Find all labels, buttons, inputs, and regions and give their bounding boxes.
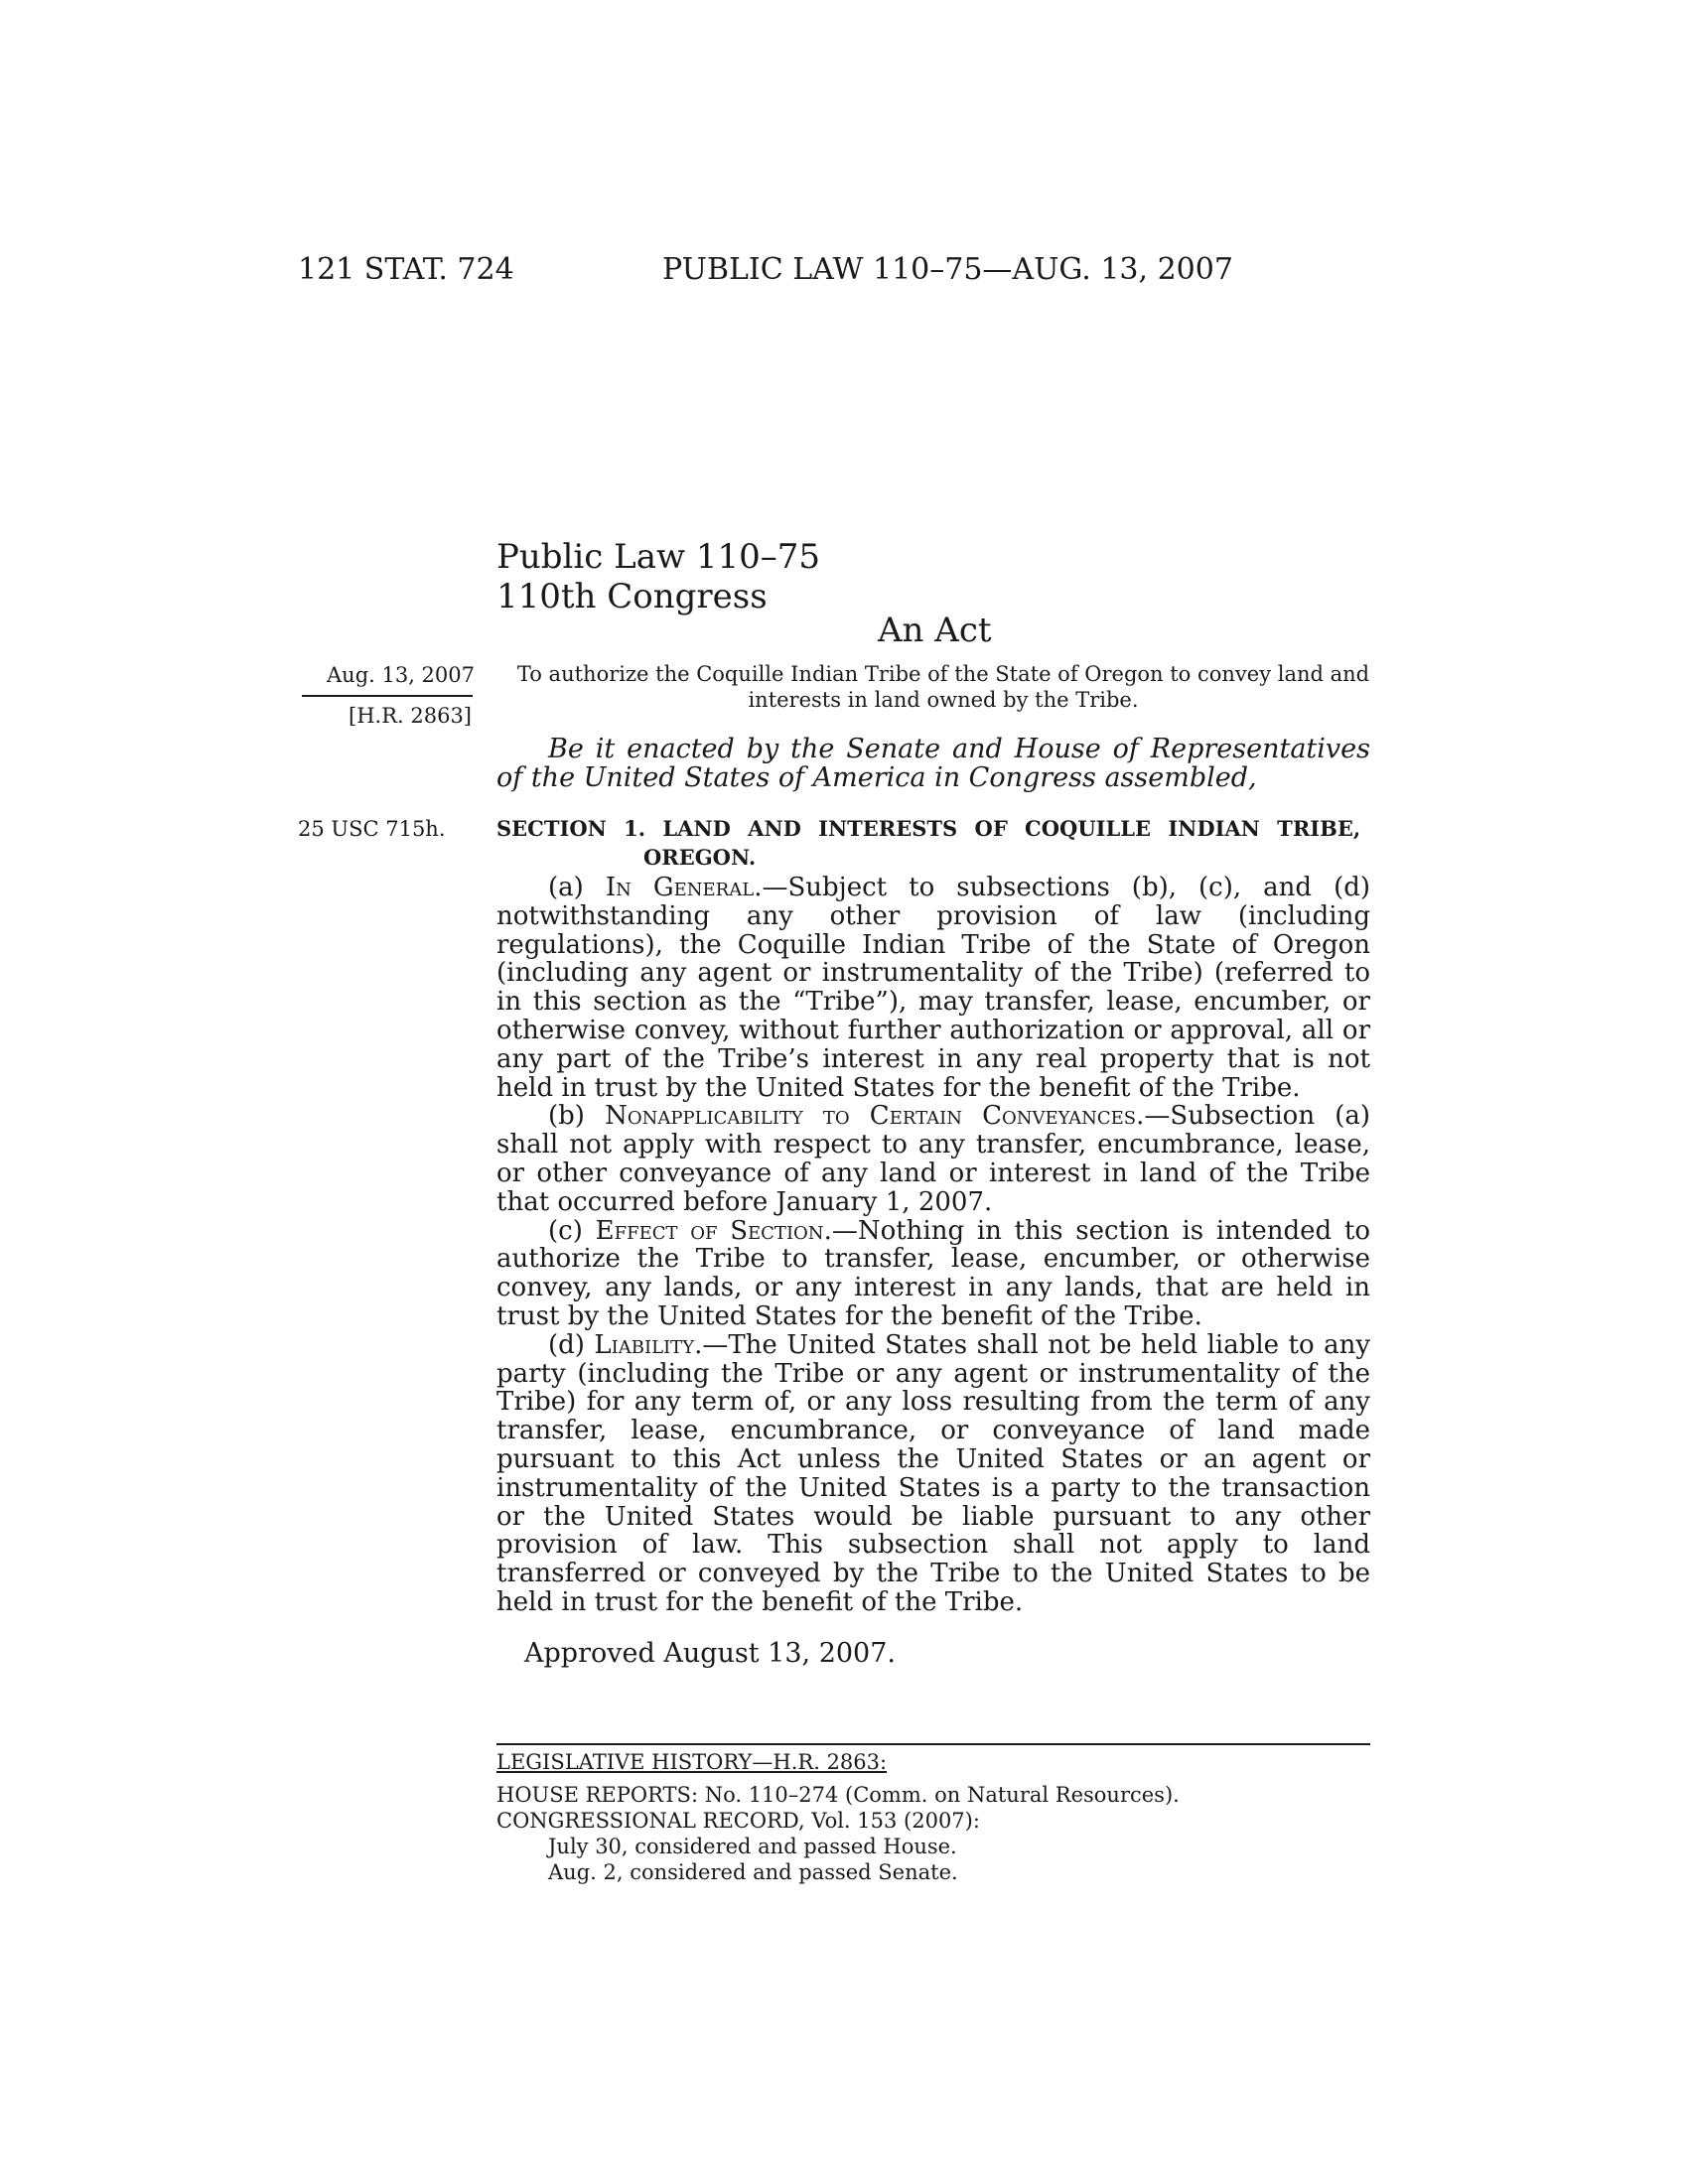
legislative-history	[496, 1749, 1370, 1885]
section-heading-line2: OREGON.	[643, 845, 757, 870]
section-body	[496, 874, 1370, 1617]
title-block	[496, 537, 820, 616]
house-reports: HOUSE REPORTS: No. 110–274 (Comm. on Natural Resources).	[496, 1783, 1180, 1807]
section-heading-line1: SECTION 1. LAND AND INTERESTS OF COQUILLE INDIAN TRIBE,	[496, 816, 1361, 841]
subsection-b-label: (b)	[548, 1101, 585, 1132]
subsection-a-heading: In General	[605, 873, 755, 902]
margin-bill-number: [H.R. 2863]	[349, 704, 472, 728]
subsection-b-text: Subsection (a) shall not apply with respect to any transfer, encumbrance, lease, or other conveyance of any land or interest in land of the Tribe that occurred before January 1, 2007.	[496, 1101, 1371, 1217]
subsection-c: (c) Effect of Section.—Nothing in this section is intended to authorize the Tribe to transfer, lease, encumber, or otherwise convey, any lands, or any interest in any lands, that are held in trust by the United States for the benefit of the Tribe.	[496, 1215, 1371, 1331]
purpose: To authorize the Coquille Indian Tribe of the State of Oregon to convey land and interests in land owned by the Tribe.	[516, 662, 1370, 712]
running-head-stat-page: 121 STAT. 724	[298, 252, 514, 287]
running-head-law-date: PUBLIC LAW 110–75—AUG. 13, 2007	[662, 252, 1233, 287]
approved-date: Approved August 13, 2007.	[524, 1638, 896, 1669]
margin-date: Aug. 13, 2007	[327, 663, 475, 687]
legislative-history-rule	[496, 1743, 1370, 1745]
subsection-d-label: (d)	[548, 1329, 585, 1360]
subsection-c-label: (c)	[548, 1215, 583, 1246]
subsection-a: (a) In General.—Subject to subsections (b), (c), and (d) notwithstanding any other provision of law (including regulations), the Coquille Indian Tribe of the State of Oregon (including any agent or instrumentality of the Tribe) (referred to in this section as the “Tribe”), may transfer, lease, encumber, or otherwise convey, without further authorization or approval, all or any part of the Tribe’s interest in any real property that is not held in trust by the United States for the benefit of the Tribe.	[496, 873, 1371, 1103]
act-label: An Act	[878, 611, 992, 650]
subsection-c-heading: Effect of Section	[595, 1215, 824, 1246]
subsection-d: (d) Liability.—The United States shall not be held liable to any party (including the Tribe or any agent or instrumentality of the Tribe) for any term of, or any loss resulting from the term of any transfer, lease, encumbrance, or conveyance of land made pursuant to this Act unless the United States or an agent or instrumentality of the United States is a party to the transaction or the United States would be liable pursuant to any other provision of law. This subsection shall not apply to land transferred or conveyed by the Tribe to the United States to be held in trust for the benefit of the Tribe.	[496, 1329, 1371, 1617]
law-number: Public Law 110–75	[496, 537, 821, 577]
margin-rule	[302, 695, 473, 697]
subsection-d-text: The United States shall not be held liable to any party (including the Tribe or any agent or instrumentality of the Tribe) for any term of, or any loss resulting from the term of any transfer, lease, encumbrance, or conveyance of land made pursuant to this Act unless the United States or an agent or instrumentality of the United States is a party to the transaction or the United States would be liable pursuant to any other provision of law. This subsection shall not apply to land transferred or conveyed by the Tribe to the United States to be held in trust for the benefit of the Tribe.	[496, 1329, 1371, 1617]
margin-usc-citation: 25 USC 715h.	[298, 817, 446, 841]
subsection-c-text: Nothing in this section is intended to authorize the Tribe to transfer, lease, encumber, or otherwise convey, any lands, or any interest in any lands, that are held in trust by the United States for the benefit of the Tribe.	[496, 1215, 1371, 1331]
subsection-a-label: (a)	[548, 873, 584, 902]
subsection-a-text: Subject to subsections (b), (c), and (d) notwithstanding any other provision of law (including regulations), the Coquille Indian Tribe of the State of Oregon (including any agent or instrumentality of the Tribe) (referred to in this section as the “Tribe”), may transfer, lease, encumber, or otherwise convey, without further authorization or approval, all or any part of the Tribe’s interest in any real property that is not held in trust by the United States for the benefit of the Tribe.	[496, 873, 1371, 1103]
history-action: July 30, considered and passed House.	[548, 1835, 957, 1858]
legislative-history-header: LEGISLATIVE HISTORY—H.R. 2863:	[496, 1750, 888, 1774]
subsection-b-heading: Nonapplicability to Certain Conveyances	[605, 1101, 1137, 1132]
history-action: Aug. 2, considered and passed Senate.	[548, 1860, 958, 1884]
subsection-b: (b) Nonapplicability to Certain Conveyances.—Subsection (a) shall not apply with respect to any transfer, encumbrance, lease, or other conveyance of any land or interest in land of the Tribe that occurred before January 1, 2007.	[496, 1101, 1371, 1217]
subsection-d-heading: Liability	[594, 1329, 695, 1360]
congressional-record: CONGRESSIONAL RECORD, Vol. 153 (2007):	[496, 1809, 980, 1833]
section-heading	[496, 814, 1370, 872]
enacting-clause: Be it enacted by the Senate and House of Representatives of the United States of America in Congress assembled,	[496, 734, 1370, 793]
congress: 110th Congress	[496, 577, 768, 616]
